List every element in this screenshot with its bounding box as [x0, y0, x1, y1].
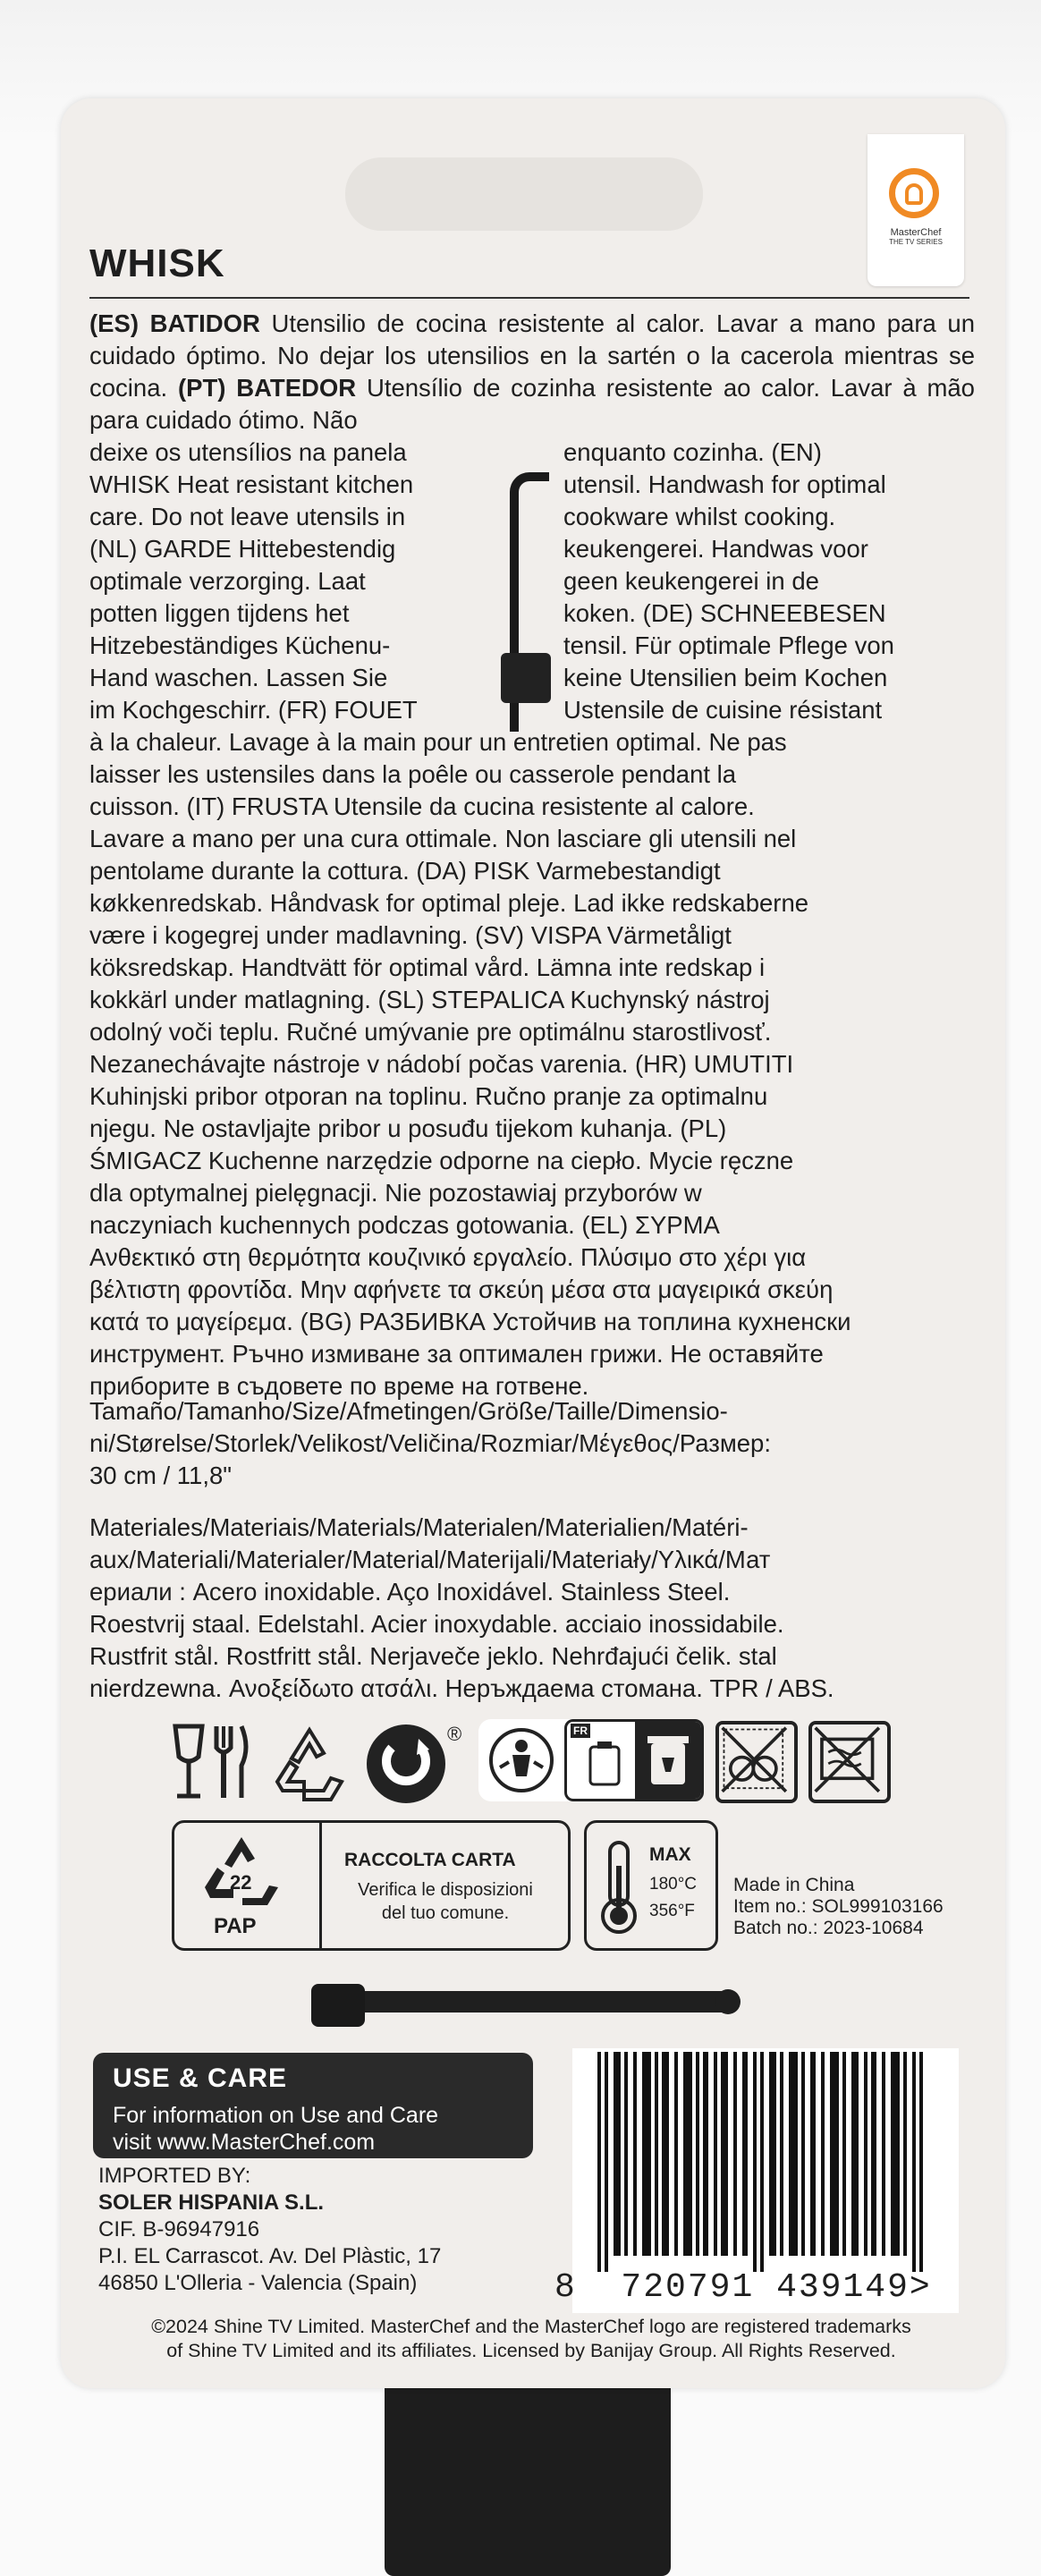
importer-cif: CIF. B-96947916 [98, 2217, 260, 2241]
left-col-line: potten liggen tijdens het [89, 599, 350, 627]
main-line: dla optymalnej pielęgnacji. Nie pozostawiaj przyborów w [89, 1179, 702, 1207]
materials-section [89, 1512, 975, 1705]
triman-info [478, 1719, 704, 1801]
lang-pt-text: Utensílio de cozinha resistente ao calor. Lavar à mão para cuidado ótimo. Não [89, 374, 975, 434]
barcode-bars [572, 2048, 959, 2272]
triman-country: FR [571, 1724, 590, 1738]
barcode-group-1: 720791 [621, 2268, 755, 2307]
use-care-url: visit www.MasterChef.com [113, 2130, 376, 2155]
whisk-strap [501, 653, 551, 703]
right-col-line: geen keukengerei in de [563, 567, 819, 595]
right-column [563, 436, 968, 726]
main-line: köksredskap. Handtvätt för optimal vård. Lämna inte redskap i [89, 953, 766, 981]
main-line: Kuhinjski pribor otporan na toplinu. Ručno pranje za optimalnu [89, 1082, 768, 1110]
main-line: kokkärl under matlagning. (SL) STEPALICA Kuchynský nástroj [89, 986, 770, 1013]
main-line: naczyniach kuchennych podczas gotowania. (EL) ΣΥΡΜΑ [89, 1211, 720, 1239]
size-line: 30 cm / 11,8" [89, 1462, 233, 1489]
registered-mark: ® [447, 1723, 462, 1745]
imported-by-label: IMPORTED BY: [98, 2164, 251, 2188]
whisk-handle-bottom [385, 2379, 671, 2576]
material-line: Rustfrit stål. Rostfritt stål. Nerjaveče jeklo. Nehrđajući čelik. stal [89, 1642, 777, 1670]
main-line: odolný voči teplu. Ručné umývanie pre optimálnu starostlivosť. [89, 1018, 772, 1046]
main-line: Nezanechávajte nástroje v nádobí počas varenia. (HR) UMUTITI [89, 1050, 794, 1078]
pap-subtitle [328, 1878, 563, 1925]
main-line: ŚMIGACZ Kuchenne narzędzie odporne na ciepło. Mycie ręczne [89, 1147, 794, 1174]
use-care-title: USE & CARE [113, 2063, 288, 2093]
left-col-line: optimale verzorging. Laat [89, 567, 366, 595]
left-column [89, 436, 481, 726]
size-line: ni/Størelse/Storlek/Velikost/Veličina/Rozmiar/Μέγεθος/Размер: [89, 1429, 771, 1457]
thermometer-icon [599, 1839, 639, 1936]
bin-panel [635, 1722, 701, 1799]
title-divider [89, 297, 969, 299]
temp-fahrenheit: 356°F [649, 1902, 695, 1920]
main-paragraph [89, 726, 975, 1402]
chef-hat-logo-icon [889, 168, 939, 218]
no-microwave-icon [808, 1721, 891, 1803]
pap-sub-line: Verifica le disposizioni [358, 1880, 533, 1900]
size-line: Tamaño/Tamanho/Size/Afmetingen/Größe/Taille/Dimensio- [89, 1397, 728, 1425]
hang-hole [345, 157, 703, 231]
right-col-line: keukengerei. Handwas voor [563, 535, 868, 563]
masterchef-logo [868, 134, 964, 286]
right-col-line: Ustensile de cuisine résistant [563, 696, 883, 724]
main-line: njegu. Ne ostavljajte pribor u posuđu tijekom kuhanja. (PL) [89, 1114, 727, 1142]
copyright-line: of Shine TV Limited and its affiliates. Licensed by Banijay Group. All Rights Reserved. [166, 2340, 896, 2361]
left-col-line: Hand waschen. Lassen Sie [89, 664, 388, 691]
left-col-line: care. Do not leave utensils in [89, 503, 406, 530]
main-line: приборите в съдовете по време на готвене. [89, 1372, 589, 1400]
intro-paragraph [89, 308, 975, 436]
temp-max-label: MAX [649, 1844, 691, 1865]
logo-tagline: THE TV SERIES [889, 238, 943, 246]
barcode-end: > [909, 2268, 932, 2307]
barcode-first-digit: 8 [554, 2268, 577, 2307]
right-col-line: enquanto cozinha. (EN) [563, 438, 822, 466]
made-in-line: Made in China [733, 1875, 855, 1895]
material-line: Materiales/Materiais/Materials/Materialen/Materialien/Matéri- [89, 1513, 749, 1541]
paper-recycling-box [172, 1820, 571, 1951]
material-line: nierdzewna. Ανοξείδωτο ατσάλι. Неръждаема стомана. TPR / ABS. [89, 1674, 834, 1702]
triman-box [564, 1719, 704, 1801]
main-line: være i kogegrej under madlavning. (SV) VISPA Värmetåligt [89, 921, 732, 949]
importer-info [98, 2163, 441, 2297]
main-line: laisser les ustensiles dans la poêle ou casserole pendant la [89, 760, 737, 788]
main-line: βέλτιστη φροντίδα. Μην αφήνετε τα σκεύη μέσα στα μαγειρικά σκεύη [89, 1275, 834, 1303]
no-dishwasher-icon [715, 1721, 798, 1803]
pap-sub-line: del tuo comune. [381, 1903, 510, 1923]
main-line: инструмент. Ръчно измиване за оптимален грижи. Не оставяйте [89, 1340, 824, 1368]
symbols-row [170, 1716, 903, 1805]
importer-company: SOLER HISPANIA S.L. [98, 2190, 325, 2215]
material-line: ериали : Acero inoxidable. Aço Inoxidável. Stainless Steel. [89, 1578, 731, 1606]
lang-pt-code: (PT) BATEDOR [177, 374, 357, 402]
barcode-group-2: 439149 [776, 2268, 910, 2307]
item-number: Item no.: SOL999103166 [733, 1896, 944, 1917]
main-line: à la chaleur. Lavage à la main pour un entretien optimal. Ne pas [89, 728, 787, 756]
product-title: WHISK [89, 242, 225, 285]
pap-number: 22 [230, 1871, 252, 1894]
right-col-line: cookware whilst cooking. [563, 503, 836, 530]
green-dot-icon [365, 1721, 463, 1807]
right-col-line: keine Utensilien beim Kochen [563, 664, 888, 691]
left-col-line: (NL) GARDE Hittebestendig [89, 535, 396, 563]
left-col-line: Hitzebeständiges Küchenu- [89, 631, 391, 659]
bottom-strap [308, 1984, 744, 2027]
temp-celsius: 180°C [649, 1875, 698, 1894]
lang-es-code: (ES) BATIDOR [89, 309, 260, 337]
main-line: Lavare a mano per una cura ottimale. Non lasciare gli utensili nel [89, 825, 797, 852]
lang-es-text: Utensilio de cocina resistente al calor. Lavar a mano para un cuidado óptimo. No dejar los utensilios en la sartén o la cacerola mientras se cocina. [89, 309, 975, 402]
batch-number: Batch no.: 2023-10684 [733, 1918, 924, 1938]
pap-label: PAP [214, 1914, 257, 1938]
material-line: aux/Materiali/Materialer/Material/Materijali/Materiały/Υλικά/Мат [89, 1546, 771, 1573]
copyright-line: ©2024 Shine TV Limited. MasterChef and the MasterChef logo are registered trademarks [151, 2316, 911, 2337]
right-col-line: tensil. Für optimale Pflege von [563, 631, 894, 659]
triman-icon [486, 1724, 557, 1796]
origin-info [733, 1875, 944, 1939]
mobius-recycle-icon [268, 1723, 351, 1805]
use-care-line: For information on Use and Care [113, 2103, 439, 2128]
use-care-box [93, 2053, 533, 2158]
main-line: køkkenredskab. Håndvask for optimal pleje. Lad ikke redskaberne [89, 889, 809, 917]
pap-title: RACCOLTA CARTA [344, 1850, 516, 1870]
bin-icon [635, 1722, 701, 1799]
food-safe-icon [170, 1721, 252, 1803]
right-col-line: utensil. Handwash for optimal [563, 470, 886, 498]
packaging-icon [587, 1740, 622, 1788]
main-line: Ανθεκτικό στη θερμότητα κουζινικό εργαλείο. Πλύσιμο στο χέρι για [89, 1243, 807, 1271]
importer-city: 46850 L'Olleria - Valencia (Spain) [98, 2271, 418, 2295]
barcode-number [554, 2268, 932, 2307]
main-line: κατά το μαγείρεμα. (BG) РАЗБИВКА Устойчив на топлина кухненски [89, 1308, 851, 1335]
left-col-line: WHISK Heat resistant kitchen [89, 470, 414, 498]
right-col-line: koken. (DE) SCHNEEBESEN [563, 599, 886, 627]
main-line: pentolame durante la cottura. (DA) PISK Varmebestandigt [89, 857, 721, 885]
pap-divider [319, 1823, 322, 1948]
left-col-line: im Kochgeschirr. (FR) FOUET [89, 696, 418, 724]
logo-brand: MasterChef [890, 227, 942, 238]
left-col-line: deixe os utensílios na panela [89, 438, 407, 466]
main-line: cuisson. (IT) FRUSTA Utensile da cucina resistente al calore. [89, 792, 755, 820]
max-temperature-box [584, 1820, 718, 1951]
material-line: Roestvrij staal. Edelstahl. Acier inoxydable. acciaio inossidabile. [89, 1610, 784, 1638]
size-section [89, 1395, 975, 1492]
importer-address: P.I. EL Carrascot. Av. Del Plàstic, 17 [98, 2244, 442, 2268]
copyright-notice [93, 2315, 969, 2363]
